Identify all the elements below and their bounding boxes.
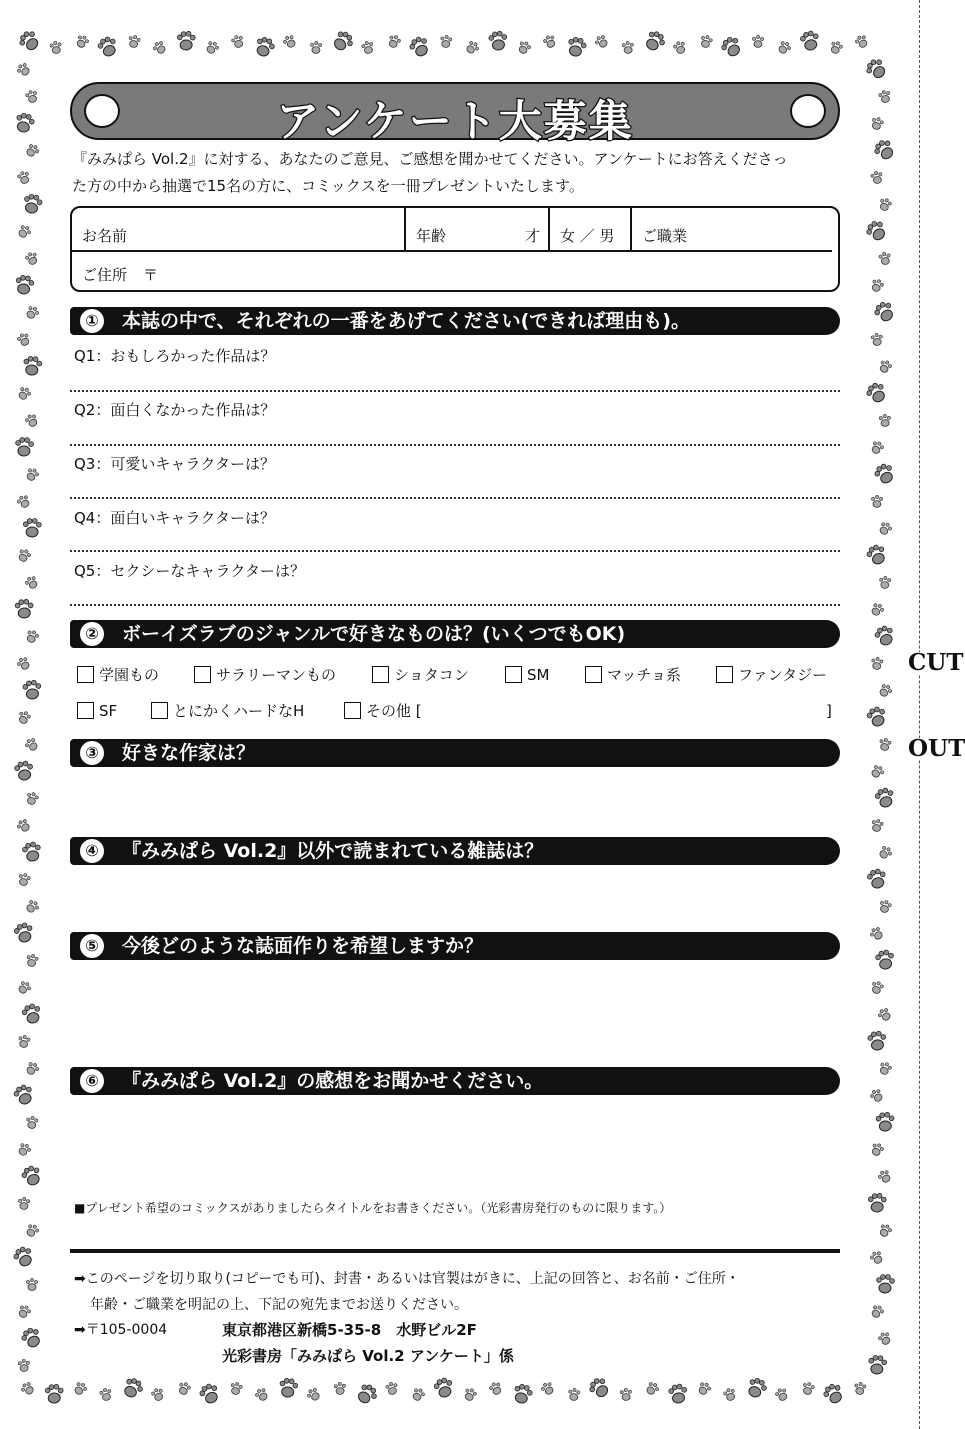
- section-4-title: 『みみぱら Vol.2』以外で読まれている雑誌は？: [122, 840, 544, 862]
- paw-print-icon: [870, 818, 884, 832]
- age-unit: 才: [524, 227, 540, 245]
- paw-print-icon: [279, 1378, 298, 1398]
- paw-print-icon: [16, 979, 32, 995]
- section-5-answer-area[interactable]: [70, 963, 840, 1063]
- question-4: Q4：面白いキャラクターは？: [74, 509, 276, 527]
- paw-print-icon: [17, 872, 31, 886]
- paw-print-icon: [16, 1304, 32, 1320]
- mailing-address: 東京都港区新橋5-35-8 水野ビル2F: [222, 1321, 477, 1339]
- genre-checkbox[interactable]: [505, 664, 549, 686]
- paw-print-icon: [869, 1303, 885, 1319]
- paw-print-icon: [15, 275, 35, 295]
- job-label: ご職業: [642, 227, 688, 245]
- paw-print-icon: [16, 493, 32, 509]
- paw-print-icon: [870, 980, 884, 995]
- title-banner: [70, 82, 840, 147]
- paw-print-icon: [867, 1030, 887, 1051]
- paw-print-icon: [622, 41, 634, 54]
- paw-print-icon: [18, 1197, 30, 1210]
- genre-label: その他 [: [366, 702, 422, 720]
- paw-print-icon: [13, 921, 35, 944]
- cut-label: CUT: [908, 649, 964, 676]
- paw-print-icon: [878, 1223, 894, 1239]
- out-label: OUT: [908, 735, 965, 762]
- paw-print-icon: [517, 40, 533, 56]
- paw-print-icon: [74, 34, 90, 50]
- footer-rule: [70, 1249, 840, 1253]
- paw-print-icon: [410, 1386, 426, 1402]
- paw-print-icon: [774, 1387, 789, 1403]
- paw-print-icon: [231, 34, 245, 49]
- section-1-title: 本誌の中で、それぞれの一番をあげてください(できれば理由も)。: [122, 310, 690, 332]
- genre-checkbox[interactable]: [716, 664, 827, 686]
- paw-print-icon: [854, 33, 870, 49]
- paw-print-icon: [354, 1382, 379, 1407]
- genre-label: ショタコン: [394, 666, 469, 684]
- address-label: ご住所: [82, 266, 128, 284]
- section-1-number: ①: [80, 309, 104, 333]
- paw-print-icon: [696, 1380, 712, 1396]
- paw-print-icon: [198, 1381, 222, 1406]
- checkbox-square[interactable]: [372, 666, 389, 683]
- section-4-header: [70, 837, 840, 865]
- paw-print-icon: [463, 1387, 478, 1402]
- question-1: Q1：おもしろかった作品は？: [74, 347, 276, 365]
- paw-print-icon: [877, 1168, 893, 1184]
- paw-print-icon: [878, 899, 892, 914]
- genre-label: 学園もの: [99, 666, 160, 684]
- paw-print-icon: [433, 1376, 456, 1399]
- paw-print-icon: [24, 466, 40, 482]
- paw-print-icon: [17, 170, 31, 185]
- paw-print-icon: [15, 817, 31, 833]
- section-1-header: [70, 307, 840, 335]
- paw-print-icon: [875, 949, 896, 971]
- paw-print-icon: [873, 624, 897, 648]
- paw-print-icon: [878, 197, 893, 212]
- present-title-answer-area[interactable]: [70, 1218, 840, 1246]
- genre-label: サラリーマンもの: [216, 666, 337, 684]
- paw-print-icon: [17, 548, 32, 564]
- paw-print-icon: [620, 1388, 632, 1400]
- section-4-answer-area[interactable]: [70, 868, 840, 930]
- paw-print-icon: [24, 1060, 40, 1076]
- section-6-answer-area[interactable]: [70, 1098, 840, 1194]
- paw-print-icon: [568, 1388, 580, 1401]
- paw-print-icon: [20, 1164, 44, 1188]
- paw-print-icon: [868, 1193, 887, 1212]
- paw-print-icon: [25, 953, 38, 967]
- paw-print-icon: [829, 40, 844, 55]
- paw-print-icon: [23, 356, 42, 376]
- paw-print-icon: [26, 1278, 37, 1290]
- genre-label: とにかくハードなH: [173, 702, 305, 720]
- address-field[interactable]: [82, 264, 158, 285]
- name-field[interactable]: [72, 208, 406, 250]
- paw-print-icon: [17, 710, 32, 725]
- personal-info-box: [70, 206, 840, 292]
- paw-print-icon: [799, 30, 821, 52]
- genre-checkbox-other[interactable]: [344, 700, 422, 722]
- paw-print-icon: [21, 1002, 44, 1025]
- paw-print-icon: [16, 655, 32, 671]
- answer-line-5[interactable]: [70, 604, 840, 606]
- genre-checkbox[interactable]: [77, 700, 117, 722]
- paw-print-icon: [872, 299, 897, 324]
- job-field[interactable]: [632, 208, 832, 250]
- paw-print-icon: [24, 574, 40, 590]
- paw-print-icon: [879, 414, 891, 426]
- paw-print-icon: [26, 1116, 38, 1129]
- paw-print-icon: [644, 1380, 660, 1396]
- paw-print-icon: [12, 1244, 36, 1269]
- paw-print-icon: [801, 1381, 815, 1395]
- paw-print-icon: [387, 34, 402, 49]
- paw-print-icon: [15, 599, 34, 619]
- paw-print-icon: [25, 791, 39, 806]
- paw-print-icon: [177, 31, 196, 50]
- paw-print-icon: [50, 41, 63, 54]
- question-5: Q5：セクシーなキャラクターは？: [74, 562, 306, 580]
- paw-print-icon: [865, 542, 889, 566]
- paw-print-icon: [385, 1381, 398, 1395]
- paw-print-icon: [22, 193, 43, 214]
- section-5-header: [70, 932, 840, 960]
- paw-print-icon: [854, 1382, 867, 1395]
- paw-print-icon: [121, 1376, 145, 1401]
- paw-print-icon: [869, 1087, 885, 1103]
- section-3-number: ③: [80, 741, 104, 765]
- paw-print-icon: [488, 1381, 503, 1397]
- paw-print-icon: [150, 1387, 165, 1402]
- paw-print-icon: [127, 34, 141, 48]
- other-bracket-close: ]: [826, 702, 832, 720]
- recipient: 光彩書房「みみぱら Vol.2 アンケート」係: [222, 1347, 514, 1365]
- checkbox-square[interactable]: [151, 702, 168, 719]
- checkbox-square[interactable]: [77, 702, 94, 719]
- genre-label: SF: [99, 702, 118, 720]
- paw-print-icon: [864, 218, 889, 244]
- question-3: Q3：可愛いキャラクターは？: [74, 455, 276, 473]
- paw-print-icon: [12, 1083, 36, 1107]
- genre-checkbox[interactable]: [77, 664, 159, 686]
- section-4-number: ④: [80, 839, 104, 863]
- paw-print-icon: [870, 278, 885, 293]
- paw-print-icon: [870, 116, 884, 131]
- section-6-header: [70, 1067, 840, 1095]
- paw-print-icon: [24, 898, 40, 914]
- paw-print-icon: [878, 89, 892, 103]
- paw-print-icon: [877, 1275, 895, 1293]
- checkbox-square[interactable]: [344, 702, 361, 719]
- paw-print-icon: [566, 36, 587, 58]
- paw-print-icon: [876, 1112, 896, 1132]
- paw-print-icon: [14, 112, 35, 134]
- paw-print-icon: [879, 252, 892, 265]
- present-note: ■プレゼント希望のコミックスがありましたらタイトルをお書きください。（光彩書房発行のものに限ります。）: [74, 1201, 672, 1215]
- gender-field[interactable]: [550, 208, 632, 250]
- paw-print-icon: [17, 28, 43, 54]
- section-6-title: 『みみぱら Vol.2』の感想をお聞かせください。: [122, 1070, 544, 1092]
- name-label: お名前: [82, 227, 128, 245]
- paw-print-icon: [15, 437, 33, 456]
- shipping-instruction-1: ➡このページを切り取り(コピーでも可)、封書・あるいは官製はがきに、上記の回答と、お名前・ご住所・: [74, 1271, 740, 1287]
- paw-print-icon: [96, 35, 120, 59]
- section-2-number: ②: [80, 622, 104, 646]
- paw-print-icon: [177, 1381, 192, 1396]
- paw-print-icon: [868, 925, 884, 941]
- checkbox-square[interactable]: [585, 666, 602, 683]
- paw-print-icon: [25, 89, 39, 104]
- genre-checkbox[interactable]: [585, 664, 681, 686]
- paw-print-icon: [22, 679, 42, 700]
- section-3-answer-area[interactable]: [70, 770, 840, 836]
- paw-print-icon: [668, 1383, 689, 1404]
- answer-line-1[interactable]: [70, 390, 840, 392]
- paw-print-icon: [18, 1035, 31, 1049]
- paw-print-icon: [865, 705, 888, 729]
- paw-print-icon: [878, 1061, 893, 1076]
- paw-print-icon: [871, 495, 882, 507]
- paw-print-icon: [24, 413, 40, 429]
- checkbox-square[interactable]: [77, 666, 94, 683]
- genre-checkbox[interactable]: [372, 664, 469, 686]
- paw-print-icon: [440, 35, 453, 48]
- paw-print-icon: [719, 34, 744, 59]
- paw-print-icon: [879, 576, 891, 589]
- paw-print-icon: [24, 142, 40, 158]
- cut-line: [919, 0, 920, 1429]
- paw-print-icon: [868, 1355, 887, 1374]
- age-field[interactable]: [406, 208, 550, 250]
- paw-print-icon: [254, 1386, 270, 1402]
- paw-print-icon: [204, 39, 220, 55]
- paw-print-icon: [24, 251, 39, 266]
- section-2-header: [70, 620, 840, 648]
- info-row: [72, 208, 832, 252]
- page-title: アンケート大募集: [276, 97, 634, 147]
- paw-print-icon: [16, 1141, 32, 1157]
- paw-print-icon: [874, 786, 897, 809]
- paw-print-icon: [877, 1331, 893, 1347]
- paw-print-icon: [593, 33, 609, 49]
- paw-print-icon: [45, 1384, 64, 1404]
- paw-print-icon: [869, 763, 885, 779]
- paw-print-icon: [14, 760, 35, 781]
- paw-print-icon: [877, 682, 893, 698]
- paw-print-icon: [871, 657, 884, 670]
- genre-label: マッチョ系: [607, 666, 681, 684]
- section-5-number: ⑤: [80, 934, 104, 958]
- section-2-title: ボーイズラブのジャンルで好きなものは？(いくつでもOK): [122, 623, 626, 645]
- paw-print-icon: [587, 1375, 613, 1401]
- paw-print-icon: [254, 36, 277, 59]
- paw-print-icon: [408, 34, 433, 59]
- genre-checkbox[interactable]: [151, 700, 304, 722]
- postal-mark: 〒: [143, 266, 159, 284]
- paw-print-icon: [15, 61, 31, 77]
- paw-print-icon: [16, 223, 32, 239]
- intro-line-2: た方の中から抽選で15名の方に、コミックスを一冊プレゼントいたします。: [72, 177, 584, 195]
- paw-print-icon: [19, 1380, 35, 1396]
- paw-print-icon: [876, 1006, 892, 1022]
- postal-code: ➡〒105-0004: [74, 1322, 168, 1338]
- age-label: 年齢: [416, 227, 447, 245]
- paw-print-icon: [869, 601, 885, 617]
- paw-print-icon: [24, 304, 40, 320]
- paw-print-icon: [16, 332, 31, 348]
- paw-print-icon: [866, 868, 888, 890]
- paw-print-icon: [23, 518, 41, 537]
- question-2: Q2：面白くなかった作品は？: [74, 401, 276, 419]
- paw-print-icon: [151, 39, 167, 55]
- section-5-title: 今後どのような誌面作りを希望しますか？: [122, 935, 484, 957]
- section-6-number: ⑥: [80, 1069, 104, 1093]
- answer-line-4[interactable]: [70, 550, 840, 552]
- paw-print-icon: [464, 39, 480, 55]
- paw-print-icon: [879, 738, 892, 752]
- paw-print-icon: [282, 33, 298, 49]
- paw-print-icon: [25, 629, 40, 645]
- paw-print-icon: [752, 35, 763, 47]
- paw-print-icon: [864, 56, 890, 82]
- paw-print-icon: [699, 34, 713, 49]
- paw-print-icon: [643, 29, 668, 54]
- genre-label: ファンタジー: [738, 666, 828, 684]
- paw-print-icon: [864, 380, 889, 405]
- paw-print-icon: [821, 1381, 846, 1406]
- checkbox-square[interactable]: [194, 666, 211, 683]
- paw-print-icon: [871, 333, 883, 346]
- paw-print-icon: [877, 844, 893, 860]
- intro-text: [72, 146, 842, 200]
- shipping-instruction-2: 年齢・ご職業を明記の上、下記の宛先までお送りください。: [90, 1297, 468, 1313]
- genre-label: SM: [527, 666, 550, 684]
- answer-line-3[interactable]: [70, 497, 840, 499]
- paw-print-icon: [305, 1386, 321, 1402]
- paw-print-icon: [488, 30, 508, 51]
- paw-print-icon: [872, 137, 898, 163]
- paw-print-icon: [334, 1382, 346, 1395]
- paw-print-icon: [21, 841, 43, 863]
- paw-print-icon: [99, 1387, 112, 1401]
- paw-print-icon: [873, 461, 898, 486]
- paw-print-icon: [330, 29, 355, 55]
- paw-print-icon: [878, 359, 893, 375]
- paw-print-icon: [361, 40, 375, 54]
- checkbox-square[interactable]: [716, 666, 733, 683]
- paw-print-icon: [16, 385, 32, 401]
- intro-line-1: 『みみぱら Vol.2』に対する、あなたのご意見、ご感想を聞かせてください。アンケートにお答えくださっ: [72, 150, 788, 168]
- paw-print-icon: [869, 440, 885, 456]
- paw-print-icon: [18, 1359, 30, 1372]
- paw-print-icon: [23, 736, 39, 752]
- paw-print-icon: [869, 1249, 885, 1265]
- section-3-title: 好きな作家は？: [122, 742, 256, 764]
- paw-print-icon: [870, 170, 883, 184]
- paw-print-icon: [877, 520, 893, 536]
- paw-print-icon: [229, 1381, 243, 1395]
- paw-print-icon: [672, 40, 687, 55]
- paw-print-icon: [723, 1387, 737, 1402]
- paw-print-icon: [512, 1383, 534, 1405]
- paw-print-icon: [542, 34, 557, 50]
- paw-print-icon: [540, 1380, 556, 1396]
- gender-label: 女 ／ 男: [560, 227, 615, 245]
- paw-print-icon: [310, 41, 322, 53]
- paw-print-icon: [745, 1376, 769, 1400]
- paw-print-icon: [870, 1142, 885, 1158]
- answer-line-2[interactable]: [70, 444, 840, 446]
- paw-print-icon: [776, 39, 792, 55]
- paw-print-icon: [24, 1222, 40, 1238]
- section-3-header: [70, 739, 840, 767]
- checkbox-square[interactable]: [505, 666, 522, 683]
- paw-print-icon: [19, 1325, 44, 1350]
- genre-checkbox[interactable]: [194, 664, 336, 686]
- paw-print-icon: [72, 1380, 88, 1396]
